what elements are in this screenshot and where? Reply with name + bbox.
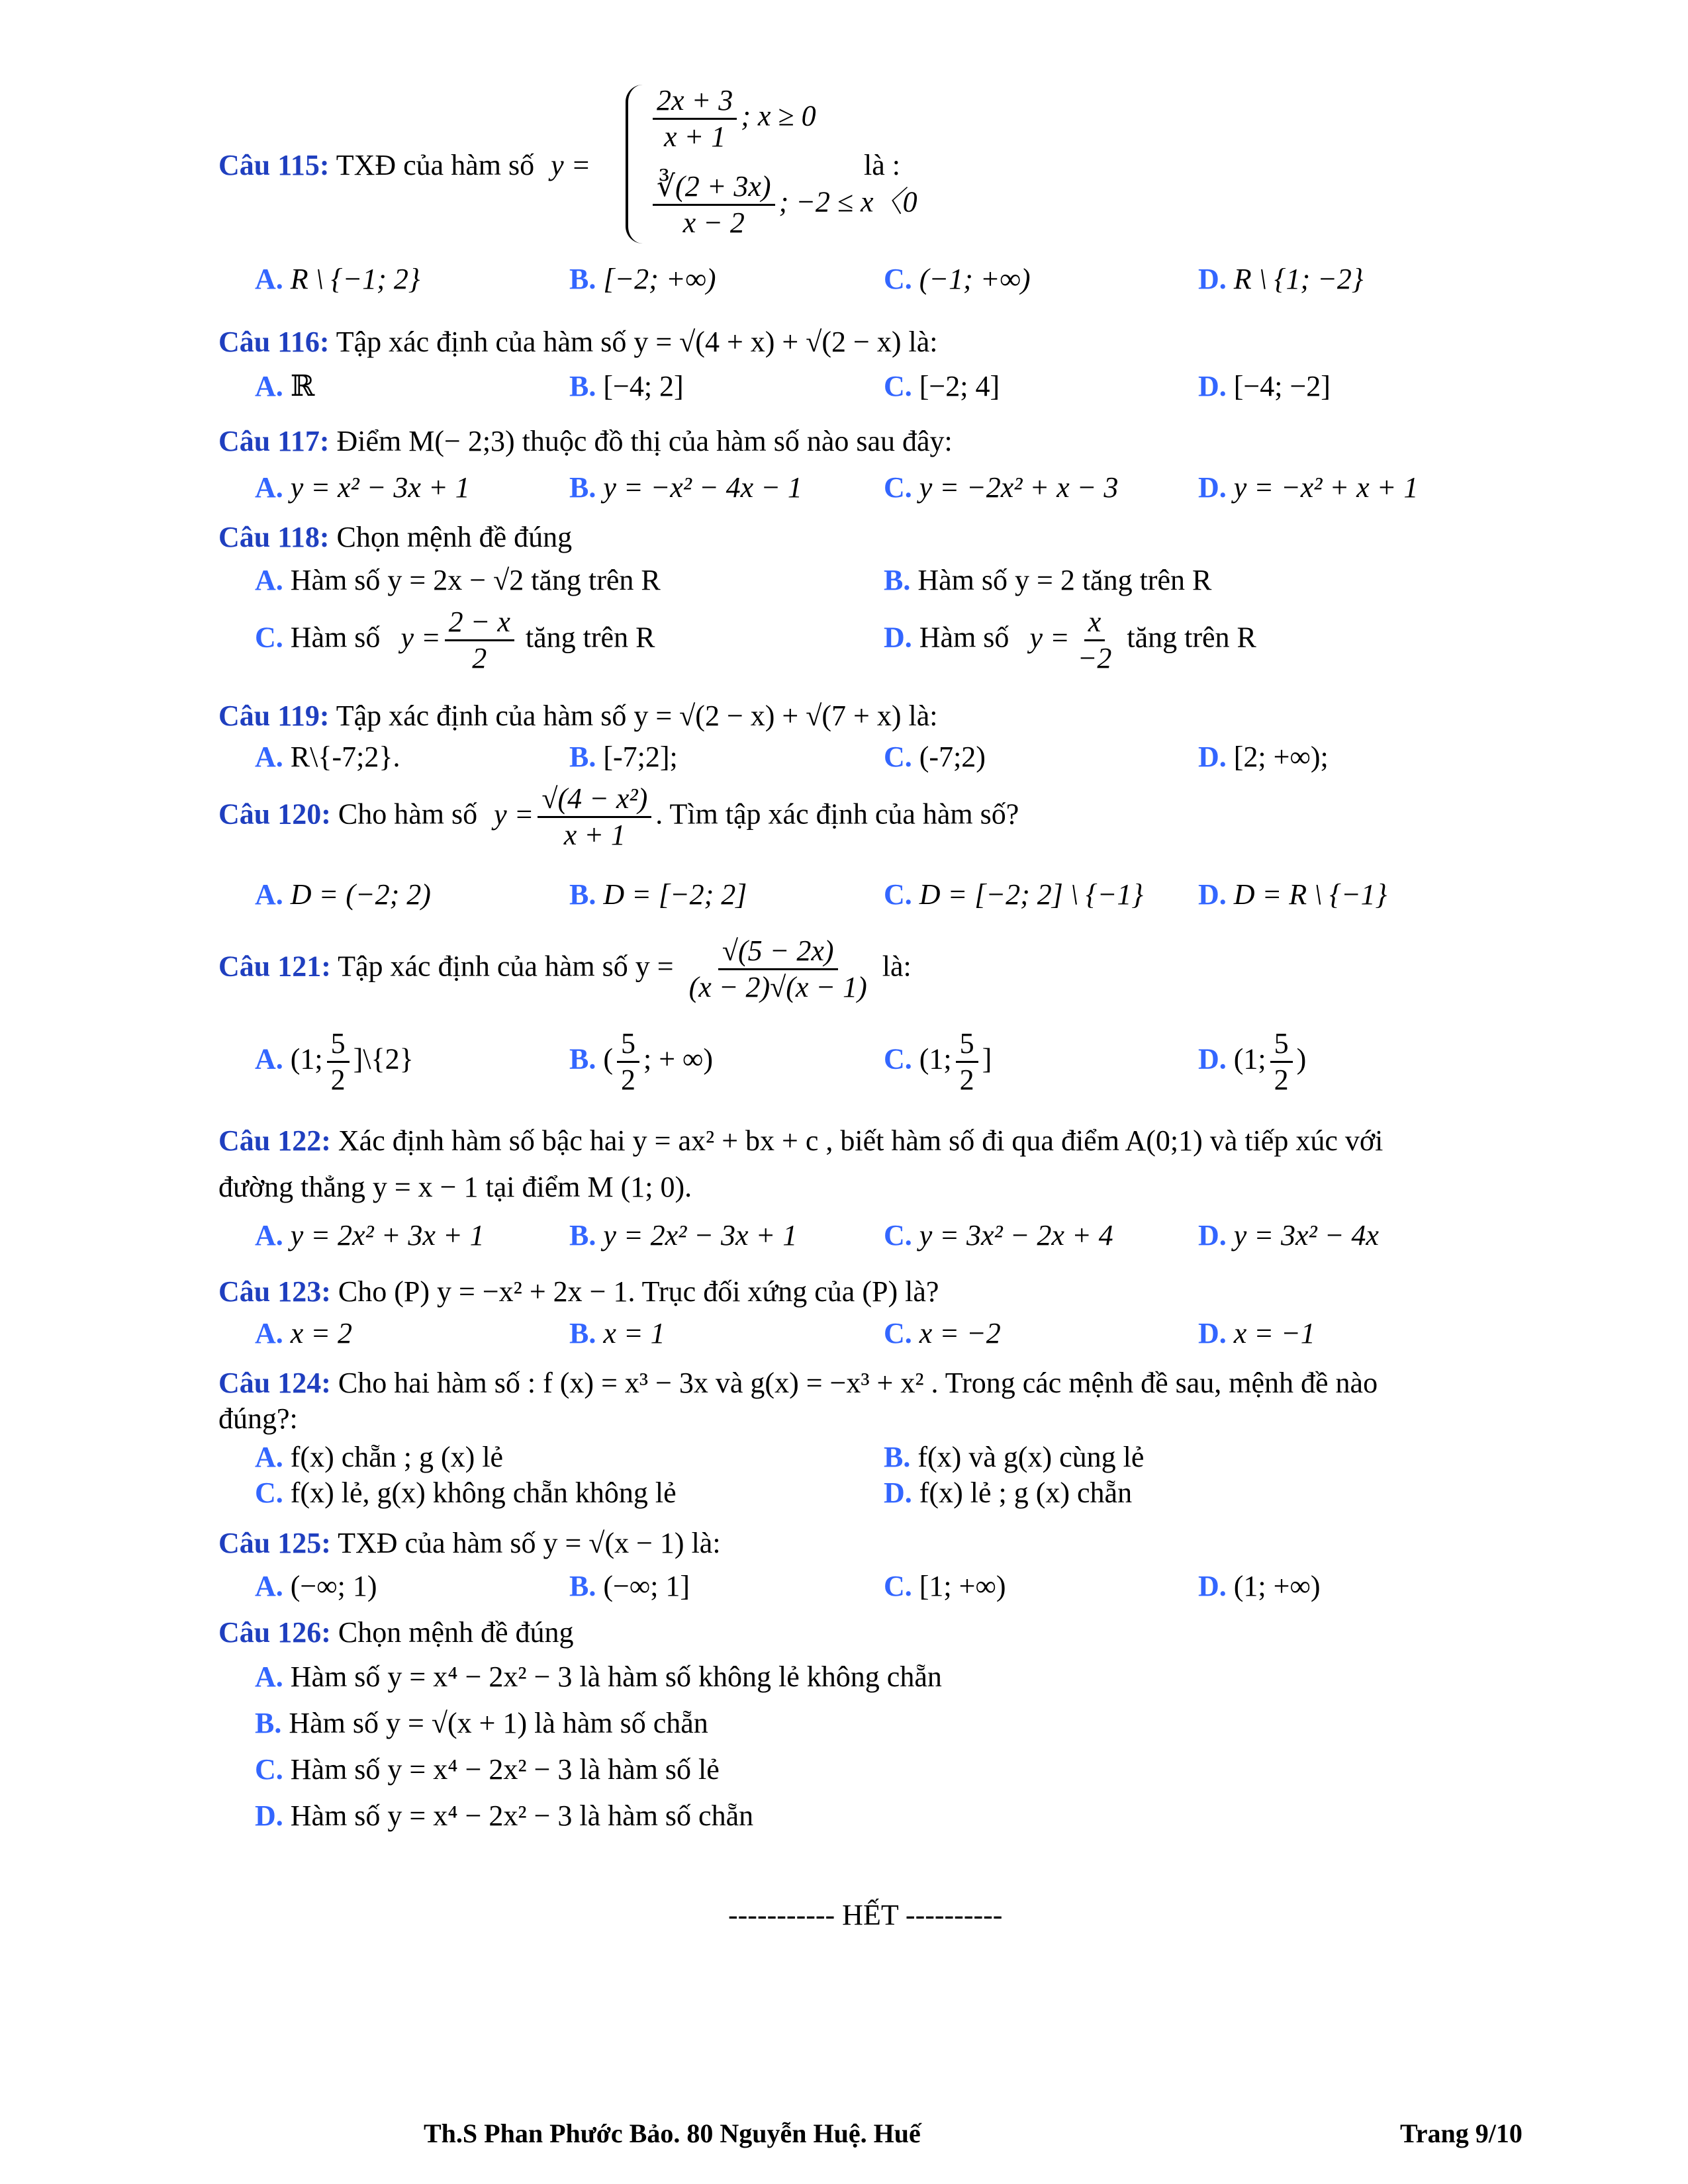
- question-116: [218, 328, 937, 357]
- question-123: [218, 1277, 939, 1306]
- option-a: A. y = x² − 3x + 1: [255, 471, 470, 504]
- option-d: D. Hàm số y = x⁴ − 2x² − 3 là hàm số chẵn: [255, 1799, 754, 1832]
- option-a: A. D = (−2; 2): [255, 878, 431, 911]
- option-b: B. D = [−2; 2]: [569, 878, 747, 911]
- end-marker: ----------- HẾT ----------: [728, 1899, 1003, 1931]
- question-119: [218, 702, 937, 731]
- option-d: D. y = −x² + x + 1: [1198, 471, 1419, 504]
- question-120: Câu 120: Cho hàm số y = $\frac{\text{√(4 − x²)}}{x + 1}$ . Tìm tập xác định của hàm số?: [218, 782, 1019, 851]
- option-d: D. D = R \ {−1}: [1198, 878, 1387, 911]
- option-a: A. (−∞; 1): [255, 1570, 377, 1602]
- question-text: Cho (P) y = −x² + 2x − 1. Trục đối xứng của (P) là?: [338, 1275, 939, 1308]
- question-121: Câu 121: Tập xác định của hàm số y = $\frac{√(5 - 2x)}{(x - 2)√(x - 1)}$ là:: [218, 934, 912, 1003]
- option-d: D. (1; $\frac{5}{2}$ ): [1198, 1027, 1307, 1096]
- question-label: Câu 119:: [218, 700, 330, 732]
- question-115: Câu 115: TXĐ của hàm số y =: [218, 149, 591, 181]
- option-c: C. x = −2: [884, 1317, 1001, 1349]
- question-tail: là :: [864, 149, 900, 181]
- question-label: Câu 120:: [218, 797, 331, 831]
- question-text: TXĐ của hàm số: [336, 149, 535, 181]
- option-d: D. [−4; −2]: [1198, 370, 1331, 402]
- option-c: C. [−2; 4]: [884, 370, 1000, 402]
- option-b: B. Hàm số y = √(x + 1) là hàm số chẵn: [255, 1707, 708, 1739]
- option-b: B. f(x) và g(x) cùng lẻ: [884, 1441, 1145, 1473]
- question-text: Cho hàm số: [338, 797, 478, 831]
- option-a: A. Hàm số y = x⁴ − 2x² − 3 là hàm số không lẻ không chẵn: [255, 1661, 942, 1693]
- option-c: C. (1; $\frac{5}{2}$ ]: [884, 1027, 992, 1096]
- question-124: [218, 1369, 1378, 1398]
- question-text: Tập xác định của hàm số y = √(2 − x) + √(7 + x) là:: [336, 700, 938, 732]
- question-label: Câu 125:: [218, 1527, 331, 1559]
- option-b: B. (−∞; 1]: [569, 1570, 690, 1602]
- option-a: A. R\{-7;2}.: [255, 741, 400, 773]
- option-a: A. f(x) chẵn ; g (x) lẻ: [255, 1441, 504, 1473]
- question-125: [218, 1529, 721, 1558]
- option-a: A. R \ {−1; 2}: [255, 263, 420, 295]
- piece-1: $\frac{2x + 3}{x + 1}$ ; x ≥ 0: [649, 86, 816, 152]
- question-label: Câu 116:: [218, 326, 330, 358]
- option-b: B. ( $\frac{5}{2}$ ; + ∞): [569, 1027, 714, 1096]
- option-b: B. y = −x² − 4x − 1: [569, 471, 802, 504]
- option-c: C. y = −2x² + x − 3: [884, 471, 1119, 504]
- option-d: D. Hàm số y = $\frac{x}{-2}$ tăng trên R: [884, 606, 1256, 674]
- question-label: Câu 124:: [218, 1367, 331, 1399]
- question-text: Tập xác định của hàm số y =: [338, 950, 674, 983]
- option-a: A. y = 2x² + 3x + 1: [255, 1219, 485, 1251]
- question-label: Câu 118:: [218, 521, 330, 553]
- footer-page-number: Trang 9/10: [1400, 2118, 1523, 2148]
- option-d: D. y = 3x² − 4x: [1198, 1219, 1379, 1251]
- question-126: [218, 1618, 574, 1647]
- option-c: C. [1; +∞): [884, 1570, 1006, 1602]
- question-label: Câu 126:: [218, 1616, 331, 1649]
- question-118: [218, 523, 572, 552]
- option-c: C. D = [−2; 2] \ {−1}: [884, 878, 1143, 911]
- piecewise-brace: [626, 85, 643, 244]
- option-c: C. (−1; +∞): [884, 263, 1031, 295]
- question-label: Câu 123:: [218, 1275, 331, 1308]
- option-b: B. [-7;2];: [569, 741, 678, 773]
- question-text: Xác định hàm số bậc hai y = ax² + bx + c , biết hàm số đi qua điểm A(0;1) và tiếp xúc với: [338, 1124, 1383, 1157]
- piece-2: $\frac{∛(2 + 3x)}{x - 2}$ ; −2 ≤ x〈0: [649, 172, 917, 238]
- option-a: A. ℝ: [255, 370, 315, 402]
- option-d: D. [2; +∞);: [1198, 741, 1329, 773]
- option-b: B. [−2; +∞): [569, 263, 716, 295]
- question-text: Tập xác định của hàm số y = √(4 + x) + √(2 − x) là:: [336, 326, 938, 358]
- question-text: Điểm M(− 2;3) thuộc đồ thị của hàm số nào sau đây:: [336, 425, 953, 457]
- option-d: D. x = −1: [1198, 1317, 1315, 1349]
- question-text: Chọn mệnh đề đúng: [338, 1616, 574, 1649]
- option-c: C. (-7;2): [884, 741, 986, 773]
- option-d: D. f(x) lẻ ; g (x) chẵn: [884, 1477, 1133, 1509]
- question-text: Cho hai hàm số : f (x) = x³ − 3x và g(x) = −x³ + x² . Trong các mệnh đề sau, mệnh đề nào: [338, 1367, 1378, 1399]
- option-d: D. (1; +∞): [1198, 1570, 1321, 1602]
- option-d: D. R \ {1; −2}: [1198, 263, 1364, 295]
- question-label: Câu 115:: [218, 149, 330, 181]
- question-text: Chọn mệnh đề đúng: [336, 521, 573, 553]
- option-a: A. (1; $\frac{5}{2}$ ]\{2}: [255, 1027, 414, 1096]
- footer-author: Th.S Phan Phước Bảo. 80 Nguyễn Huệ. Huế: [424, 2118, 921, 2148]
- option-c: C. y = 3x² − 2x + 4: [884, 1219, 1113, 1251]
- option-b: B. x = 1: [569, 1317, 665, 1349]
- option-b: B. y = 2x² − 3x + 1: [569, 1219, 798, 1251]
- question-label: Câu 121:: [218, 950, 331, 983]
- question-122-line2: đường thẳng y = x − 1 tại điểm M (1; 0).: [218, 1171, 692, 1203]
- option-a: A. x = 2: [255, 1317, 353, 1349]
- option-b: B. [−4; 2]: [569, 370, 684, 402]
- question-label: Câu 122:: [218, 1124, 331, 1157]
- option-c: C. Hàm số y = x⁴ − 2x² − 3 là hàm số lẻ: [255, 1753, 720, 1786]
- question-label: Câu 117:: [218, 425, 330, 457]
- option-a: A. Hàm số y = 2x − √2 tăng trên R: [255, 564, 661, 596]
- option-b: B. Hàm số y = 2 tăng trên R: [884, 564, 1212, 596]
- question-122: [218, 1126, 1383, 1156]
- option-c: C. Hàm số y = $\frac{2 - x}{2}$ tăng trên R: [255, 606, 655, 674]
- question-text: TXĐ của hàm số y = √(x − 1) là:: [338, 1527, 721, 1559]
- question-117: [218, 427, 953, 456]
- question-124-line2: đúng?:: [218, 1402, 298, 1435]
- option-c: C. f(x) lẻ, g(x) không chẵn không lẻ: [255, 1477, 677, 1509]
